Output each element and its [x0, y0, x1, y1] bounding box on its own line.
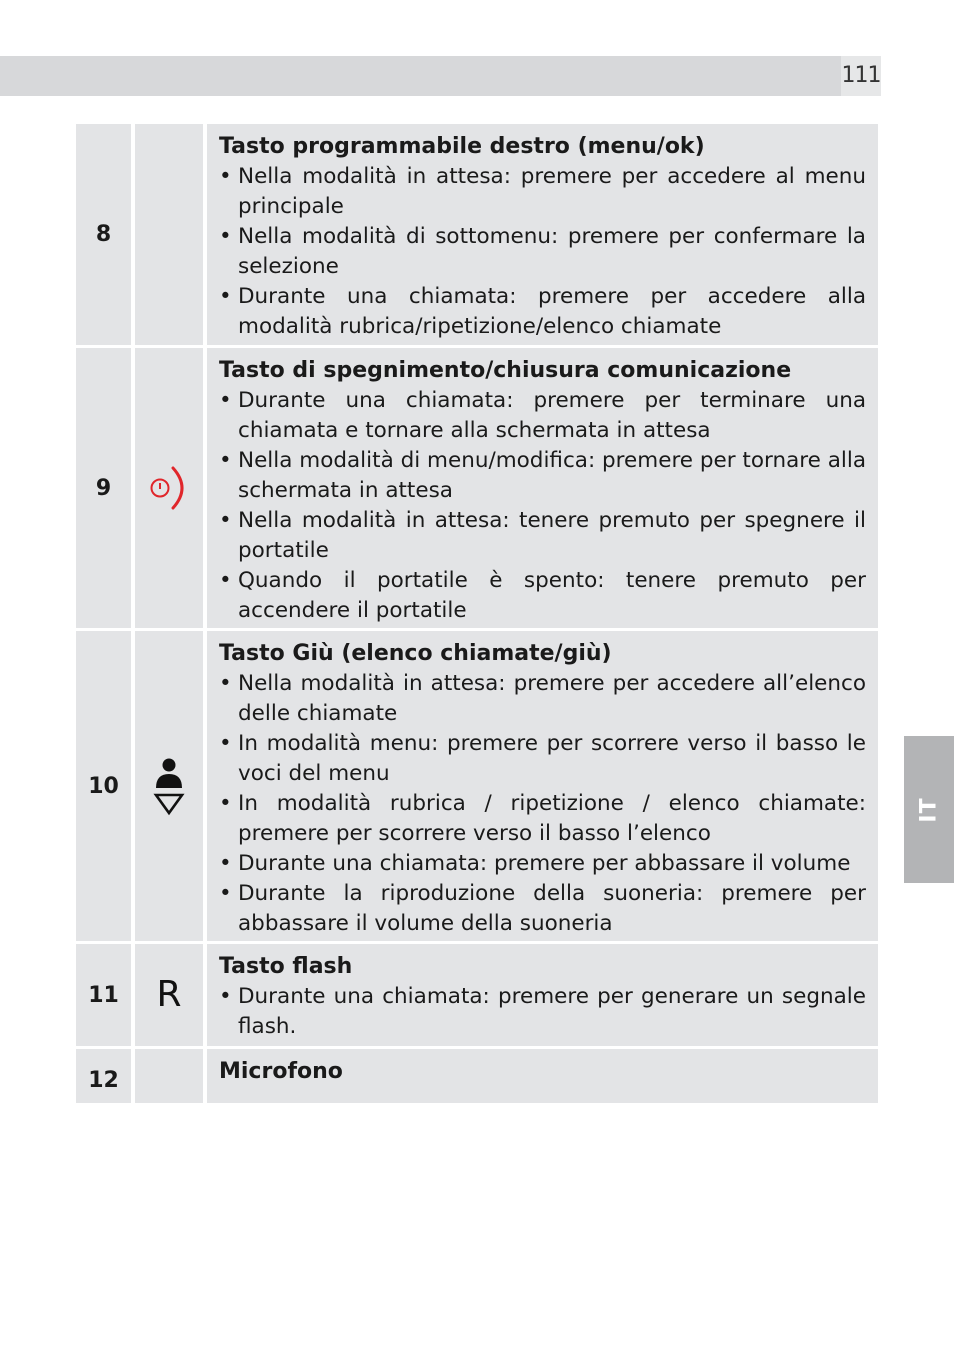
bullet-item: • Nella modalità di menu/modifica: premere per tornare alla schermata in attesa	[219, 446, 866, 506]
bullet-item: • Durante una chiamata: premere per generare un segnale flash.	[219, 982, 866, 1042]
bullet-list	[219, 982, 866, 1042]
table-row	[76, 348, 878, 628]
table-row	[76, 944, 878, 1046]
bullet-item: • Nella modalità di sottomenu: premere per confermare la selezione	[219, 222, 866, 282]
language-tab	[904, 736, 954, 883]
bullet-item: • Nella modalità in attesa: premere per accedere all’elenco delle chiamate	[219, 669, 866, 729]
bullet-item: • Nella modalità in attesa: tenere premuto per spegnere il portatile	[219, 506, 866, 566]
bullet-list	[219, 162, 866, 342]
bullet-item: • Durante una chiamata: premere per terminare una chiamata e tornare alla schermata in attesa	[219, 386, 866, 446]
row-number: 8	[76, 124, 131, 345]
row-icon-cell	[135, 1049, 203, 1103]
bullet-item: • Nella modalità in attesa: premere per accedere al menu principale	[219, 162, 866, 222]
row-icon-cell	[135, 124, 203, 345]
bullet-list	[219, 386, 866, 626]
row-description	[207, 631, 878, 941]
row-icon-cell	[135, 631, 203, 941]
row-icon-cell	[135, 348, 203, 628]
row-title: Tasto di spegnimento/chiusura comunicazione	[219, 358, 792, 383]
header-bar	[0, 56, 841, 96]
row-description	[207, 124, 878, 345]
power-end-call-icon	[147, 464, 191, 512]
bullet-item: • In modalità menu: premere per scorrere verso il basso le voci del menu	[219, 729, 866, 789]
bullet-item: • Durante una chiamata: premere per abbassare il volume	[219, 849, 866, 879]
row-title: Tasto programmabile destro (menu/ok)	[219, 134, 705, 159]
row-description	[207, 944, 878, 1046]
row-number: 11	[76, 944, 131, 1046]
bullet-item: • In modalità rubrica / ripetizione / elenco chiamate: premere per scorrere verso il basso l’elenco	[219, 789, 866, 849]
bullet-item: • Durante la riproduzione della suoneria: premere per abbassare il volume della suoneria	[219, 879, 866, 939]
row-title: Microfono	[219, 1059, 343, 1084]
row-number: 9	[76, 348, 131, 628]
table-row	[76, 631, 878, 941]
row-number: 12	[76, 1049, 131, 1103]
page-number: 111	[841, 56, 881, 96]
r-flash-icon: R	[156, 974, 182, 1015]
bullet-item: • Durante una chiamata: premere per accedere alla modalità rubrica/ripetizione/elenco chiamate	[219, 282, 866, 342]
row-icon-cell	[135, 944, 203, 1046]
person-down-arrow-icon	[152, 756, 186, 816]
row-title: Tasto flash	[219, 954, 353, 979]
row-number: 10	[76, 631, 131, 941]
language-tab-label: IT	[916, 796, 942, 823]
table-row	[76, 1049, 878, 1103]
row-description	[207, 348, 878, 628]
key-description-table	[76, 124, 878, 1106]
bullet-item: • Quando il portatile è spento: tenere premuto per accendere il portatile	[219, 566, 866, 626]
row-description	[207, 1049, 878, 1103]
table-row	[76, 124, 878, 345]
row-title: Tasto Giù (elenco chiamate/giù)	[219, 641, 612, 666]
bullet-list	[219, 669, 866, 939]
